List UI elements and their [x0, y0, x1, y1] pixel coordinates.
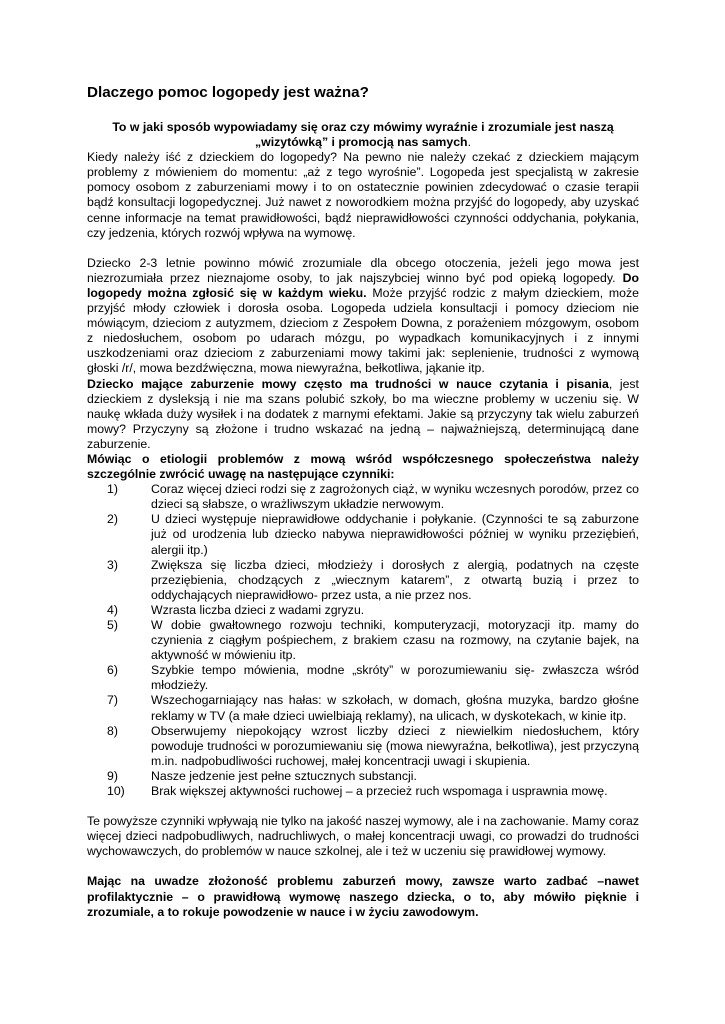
list-text: Obserwujemy niepokojący wzrost liczby dzieci z niewielkim niedosłuchem, który powoduje trudności w porozumiewaniu się (mowa niewyraźna, bełkotliwa), jest przyczyną m.in. nadpobudliwości ruchowej, małej koncentracji uwagi i skupienia.	[151, 723, 639, 768]
list-item	[87, 784, 639, 799]
paragraph-3-text: , jest dzieckiem z dysleksją i nie ma szans polubić szkoły, bo ma wieczne problemy w uczeniu się. W naukę wkłada duży wysiłek i na dodatek z marnymi efektami. Jakie są przyczyny tak wielu zaburzeń mowy? Przyczyny są złożone i trudno wskazać na jedną – najważniejszą, determinującą dane zaburzenie.	[87, 376, 639, 451]
list-number: 4)	[107, 602, 118, 617]
list-text: Coraz więcej dzieci rodzi się z zagrożonych ciąż, w wyniku wczesnych porodów, przez co dzieci są słabsze, o wrażliwszym układzie nerwowym.	[151, 482, 639, 512]
list-number: 2)	[107, 512, 118, 527]
list-number: 10)	[107, 784, 125, 799]
paragraph-2-text-a: Dziecko 2-3 letnie powinno mówić zrozumiale dla obcego otoczenia, jeżeli jego mowa jest niezrozumiała przez nieznajome osoby, to jak najszybciej winno być pod opieką logopedy.	[87, 255, 639, 285]
list-text: Brak większej aktywności ruchowej – a przecież ruch wspomaga i usprawnia mowę.	[151, 784, 608, 799]
paragraph-5: Te powyższe czynniki wpływają nie tylko na jakość naszej wymowy, ale i na zachowanie. Mamy coraz więcej dzieci nadpobudliwych, nadruchliwych, o małej koncentracji uwagi, co prowadzi do trudności wychowawczych, do problemów w nauce szkolnej, ale i też w uczeniu się prawidłowej wymowy.	[87, 814, 639, 859]
list-text: Wzrasta liczba dzieci z wadami zgryzu.	[151, 602, 365, 617]
paragraph-2	[87, 256, 639, 377]
list-number: 1)	[107, 482, 118, 497]
spacer	[87, 859, 639, 874]
list-item	[87, 512, 639, 557]
paragraph-6	[87, 874, 639, 919]
list-item	[87, 558, 639, 603]
list-number: 5)	[107, 618, 118, 632]
paragraph-3-emphasis: Dziecko mające zaburzenie mowy często ma trudności w nauce czytania i pisania	[87, 376, 609, 391]
list-item	[87, 724, 639, 769]
paragraph-1: Kiedy należy iść z dzieckiem do logopedy? Na pewno nie należy czekać z dzieckiem mającym problemy z mówieniem do momentu: „aż z tego wyrośnie”. Logopeda jest specjalistą w zakresie pomocy osobom z zaburzeniami mowy i to on ostatecznie powinien zdecydować o czasie terapii bądź konsultacji logopedycznej. Już nawet z noworodkiem można przyjść do logopedy, aby uzyskać cenne informacje na temat prawidłowości, bądź nieprawidłowości czynności oddychania, połykania, czy jedzenia, których rozwój wpływa na wymowę.	[87, 150, 639, 240]
list-item	[87, 618, 639, 663]
list-item	[87, 482, 639, 512]
paragraph-4-text: Mówiąc o etiologii problemów z mową wśród współczesnego społeczeństwa należy szczególnie zwrócić uwagę na następujące czynniki:	[87, 451, 639, 482]
paragraph-2-emphasis: Do logopedy można zgłosić się w każdym wieku.	[87, 270, 639, 300]
list-text: Nasze jedzenie jest pełne sztucznych substancji.	[151, 768, 417, 783]
list-item	[87, 663, 639, 693]
list-text: Zwiększa się liczba dzieci, młodzieży i dorosłych z alergią, podatnych na częste przeziębienia, chodzących z „wiecznym katarem”, z otwartą buzią i przez to oddychających nieprawidłowo- przez usta, a nie przez nos.	[151, 557, 639, 602]
factors-list	[87, 482, 639, 799]
list-item	[87, 603, 639, 618]
subtitle-line-1: To w jaki sposób wypowiadamy się oraz czy mówimy wyraźnie i zrozumiale jest naszą	[112, 120, 614, 134]
list-item	[87, 693, 639, 723]
list-text: U dzieci występuje nieprawidłowe oddychanie i połykanie. (Czynności te są zaburzone już od urodzenia lub dziecko nabywa nieprawidłowości później w wyniku przeziębień, alergii itp.)	[151, 512, 639, 557]
list-number: 8)	[107, 723, 118, 738]
spacer	[87, 241, 639, 256]
paragraph-3	[87, 377, 639, 452]
list-text: Szybkie tempo mówienia, modne „skróty” w porozumiewaniu się- zwłaszcza wśród młodzieży.	[151, 663, 639, 693]
paragraph-4	[87, 452, 639, 482]
paragraph-6-text: Mając na uwadze złożoność problemu zaburzeń mowy, zawsze warto zadbać –nawet profilaktycznie – o prawidłową wymowę naszego dziecka, o to, aby mówiło pięknie i zrozumiale, a to rokuje powodzenie w nauce i w życiu zawodowym.	[87, 874, 639, 919]
spacer	[87, 799, 639, 814]
paragraph-2-text-c: Może przyjść rodzic z małym dzieckiem, może przyjść młody człowiek i dorosła osoba. Logopeda udziela konsultacji i pomocy dzieciom nie mówiącym, dzieciom z autyzmem, dzieciom z Zespołem Downa, z porażeniem mózgowym, osobom z niedosłuchem, osobom po udarach mózgu, po wypadkach komunikacyjnych i z innymi uszkodzeniami oraz dzieciom z zaburzeniami mowy takimi jak: seplenienie, trudności z wymową głoski /r/, mowa bezdźwięczna, mowa niewyraźna, bełkotliwa, jąkanie itp.	[87, 285, 640, 376]
list-number: 7)	[107, 693, 118, 708]
list-number: 6)	[107, 663, 118, 678]
list-number: 9)	[107, 768, 118, 783]
list-item	[87, 769, 639, 784]
subtitle-line-2: „wizytówką” i promocją nas samych	[255, 135, 468, 150]
page-title: Dlaczego pomoc logopedy jest ważna?	[87, 84, 369, 101]
subtitle-period: .	[467, 135, 471, 150]
list-text: Wszechogarniający nas hałas: w szkołach, w domach, głośna muzyka, bardzo głośne reklamy w TV (a małe dzieci uwielbiają reklamy), na ulicach, w dyskotekach, w kinie itp.	[151, 693, 639, 723]
list-text: W dobie gwałtownego rozwoju techniki, komputeryzacji, motoryzacji itp. mamy do czynienia z ciągłym pośpiechem, z brakiem czasu na rozmowy, na czytanie bajek, na aktywność w mówieniu itp.	[151, 618, 639, 663]
list-number: 3)	[107, 557, 118, 572]
subtitle	[87, 120, 639, 150]
